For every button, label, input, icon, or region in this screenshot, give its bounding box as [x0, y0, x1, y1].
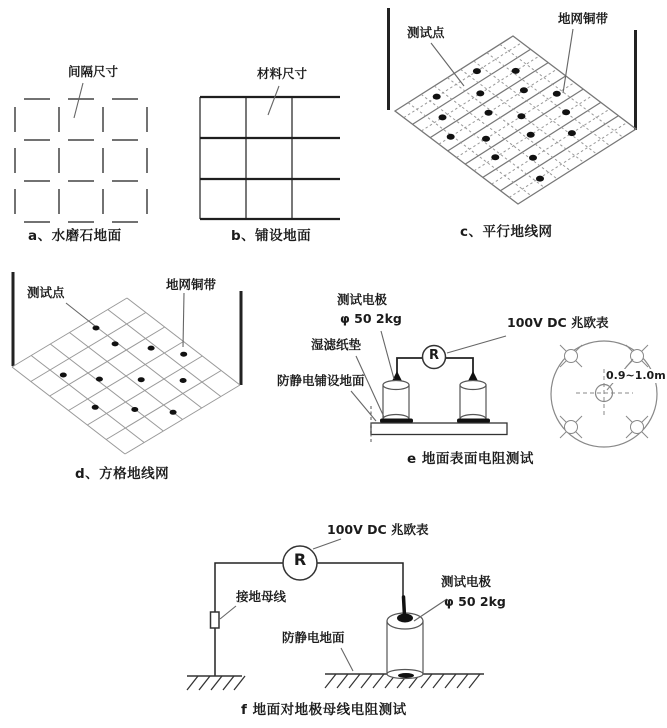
copper-strip-leader-line [563, 29, 573, 93]
f-megger-label: 100V DC 兆欧表 [327, 522, 429, 537]
spacing-dimension-label: 间隔尺寸 [68, 64, 119, 79]
e-electrode-label-line2: φ 50 2kg [340, 311, 402, 326]
f-meter-letter: R [293, 550, 307, 569]
caption-c: c、平行地线网 [460, 224, 553, 240]
e-electrode-label-line1: 测试电极 [337, 292, 388, 307]
test-point-dots [60, 326, 187, 415]
e-meter-letter: R [428, 348, 439, 363]
megger-leader-line [313, 539, 341, 549]
copper-strip-leader-line [183, 293, 184, 347]
f-electrode-label-line2: φ 50 2kg [444, 594, 506, 609]
material-leader-line [268, 86, 279, 115]
d-copper-strip-label: 地网铜带 [166, 277, 217, 292]
caption-e: e 地面表面电阻测试 [407, 451, 534, 467]
e-floor-label: 防静电铺设地面 [277, 373, 365, 388]
wet-filter-pad [380, 419, 413, 424]
earth-symbol-left [187, 676, 245, 690]
e-megger-label: 100V DC 兆欧表 [507, 315, 609, 330]
terrazzo-grid-drawing [15, 83, 147, 222]
e-distance-label: 0.9~1.0m [606, 369, 666, 382]
d-test-point-label: 测试点 [27, 285, 65, 300]
electrode-leader-line [381, 331, 394, 379]
surface-test-drawing [351, 331, 657, 447]
spacing-leader-line [74, 83, 83, 118]
test-point-leader-line [431, 43, 464, 86]
test-point-leader-line [66, 303, 95, 326]
floor-plate [371, 423, 507, 435]
bus-leader-line [220, 606, 236, 619]
electrode-layout-circle [551, 341, 657, 447]
f-electrode-label-line1: 测试电极 [441, 574, 492, 589]
floor-leader-line [341, 648, 353, 671]
megger-leader-line [447, 336, 506, 353]
floor-leader-line [351, 391, 376, 421]
wet-filter-pad [457, 419, 490, 424]
test-electrode [387, 597, 423, 679]
c-test-point-label: 测试点 [407, 25, 445, 40]
caption-d: d、方格地线网 [75, 466, 170, 482]
c-copper-strip-label: 地网铜带 [558, 11, 609, 26]
ground-bus-bar [211, 612, 220, 628]
paved-grid-drawing [200, 86, 340, 219]
test-point-dots [433, 68, 576, 182]
material-dimension-label: 材料尺寸 [257, 66, 308, 81]
electrode-terminal [404, 597, 405, 616]
bus-test-drawing [187, 539, 484, 690]
meter-wires [215, 563, 403, 676]
f-floor-label: 防静电地面 [282, 630, 345, 645]
f-bus-label: 接地母线 [236, 589, 287, 604]
electrode-leader-line [414, 599, 447, 621]
e-wet-pad-label: 湿滤纸垫 [311, 337, 362, 352]
caption-f: f 地面对地极母线电阻测试 [241, 702, 407, 718]
caption-a: a、水磨石地面 [28, 228, 122, 244]
caption-b: b、铺设地面 [231, 228, 312, 244]
